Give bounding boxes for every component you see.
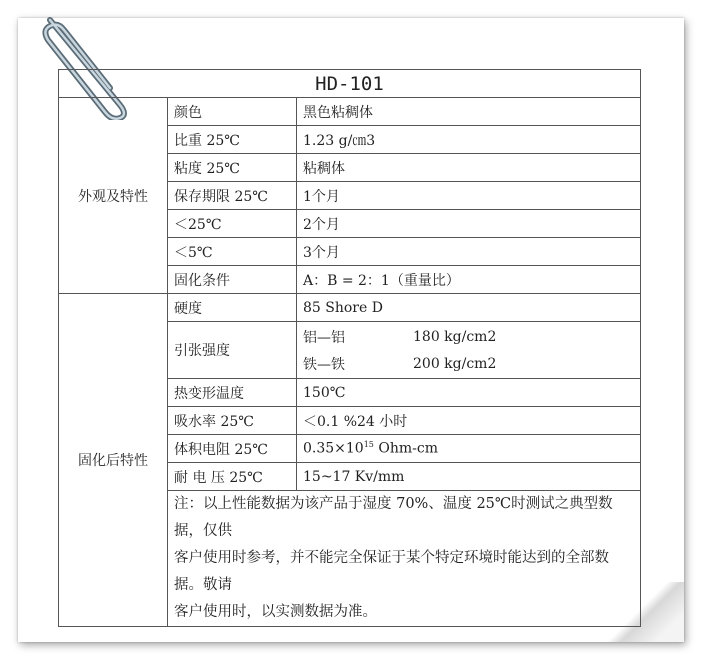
strength-value: 200 kg/cm2 [413,355,497,372]
prop-label: 体积电阻 25℃ [168,435,297,463]
material-pair: 铝—铝 [303,329,345,346]
prop-label: 硬度 [168,294,297,322]
prop-value: 2个月 [297,210,641,238]
prop-label: 比重 25℃ [168,126,297,154]
prop-value: 黑色粘稠体 [297,98,641,126]
prop-label: 粘度 25℃ [168,154,297,182]
group-cured: 固化后特性 [59,294,168,627]
prop-value: 1.23 g/㎝3 [297,126,641,154]
product-title: HD-101 [59,70,641,98]
prop-label: 保存期限 25℃ [168,182,297,210]
prop-value: 粘稠体 [297,154,641,182]
prop-label: 固化条件 [168,266,297,294]
prop-label: 颜色 [168,98,297,126]
strength-line [303,350,634,377]
group-appearance: 外观及特性 [59,98,168,294]
value-unit: Ohm-cm [373,440,438,457]
prop-value [297,435,641,463]
prop-value: 85 Shore D [297,294,641,322]
value-base: 0.35×10 [303,440,364,457]
strength-values [297,322,641,379]
material-pair: 铁—铁 [303,356,345,373]
prop-value: 150℃ [297,379,641,407]
strength-line [303,323,634,350]
prop-label: ＜25℃ [168,210,297,238]
prop-value: 15~17 Kv/mm [297,463,641,491]
prop-value: A：B = 2：1（重量比） [297,266,641,294]
note-line: 客户使用时参考，并不能完全保证于某个特定环境时能达到的全部数据。敬请 [174,550,609,593]
spec-table [58,69,641,627]
prop-label: 热变形温度 [168,379,297,407]
prop-label: 耐 电 压 25℃ [168,463,297,491]
note-line: 注：以上性能数据为该产品于湿度 70%、温度 25℃时测试之典型数据，仅供 [174,496,613,539]
note [168,491,641,627]
prop-label: 引张强度 [168,322,297,379]
strength-value: 180 kg/cm2 [413,328,497,345]
prop-label: ＜5℃ [168,238,297,266]
prop-value: 1个月 [297,182,641,210]
note-line: 客户使用时，以实测数据为准。 [174,604,377,620]
prop-value: ＜0.1 %24 小时 [297,407,641,435]
prop-value: 3个月 [297,238,641,266]
prop-label: 吸水率 25℃ [168,407,297,435]
value-exponent: 15 [363,440,374,450]
